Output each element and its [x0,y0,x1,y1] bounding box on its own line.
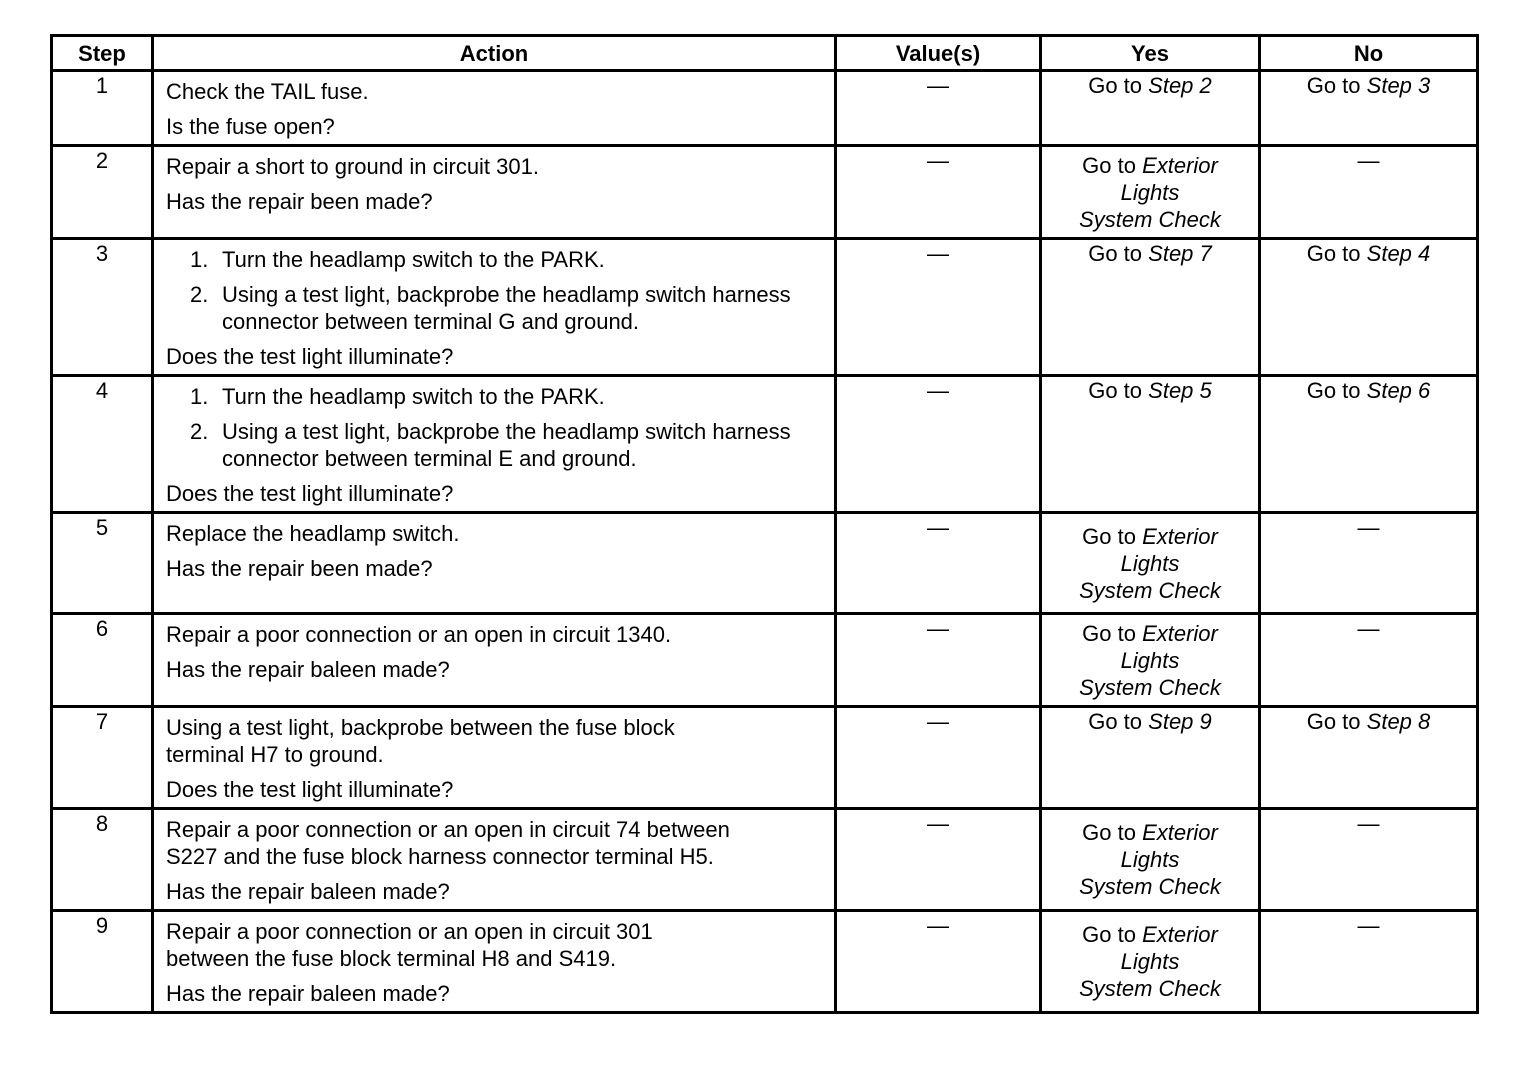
action-text: Replace the headlamp switch. [166,521,460,546]
yes-ref: Exterior [1142,820,1218,845]
step-number: 7 [52,707,153,809]
step-number: 4 [52,376,153,513]
action-question: Has the repair been made? [166,556,433,581]
yes-ref: System Check [1079,577,1221,603]
action-cell [153,146,836,239]
step-number: 3 [52,239,153,376]
value-cell: — [836,146,1041,239]
table-row [52,809,1478,911]
header-step: Step [52,36,153,71]
action-question: Does the test light illuminate? [166,777,454,802]
item-text: Turn the headlamp switch to the PARK. [222,247,605,272]
item-text: Turn the headlamp switch to the PARK. [222,384,605,409]
yes-ref: System Check [1079,674,1221,700]
action-question: Has the repair baleen made? [166,981,450,1006]
value-cell: — [836,71,1041,146]
action-cell [153,614,836,707]
value-cell: — [836,809,1041,911]
yes-cell [1041,71,1260,146]
action-text: Using a test light, backprobe between the fuse block [166,715,675,740]
header-no: No [1260,36,1478,71]
yes-cell [1041,707,1260,809]
table-row [52,71,1478,146]
value-cell: — [836,707,1041,809]
goto-text: Go to [1082,620,1136,646]
diagnostic-table [50,34,1479,1014]
yes-ref: Step 7 [1148,241,1212,266]
item-number: 2. [190,282,209,307]
table-row [52,513,1478,614]
no-ref: Step 4 [1366,241,1431,266]
action-cell [153,239,836,376]
table-row [52,614,1478,707]
goto-text: Go to [1082,922,1136,947]
table-row [52,146,1478,239]
yes-ref: Lights [1120,949,1180,974]
header-values: Value(s) [836,36,1041,71]
no-cell: — [1260,146,1478,239]
goto-text: Go to [1306,709,1361,734]
yes-ref: System Check [1079,976,1221,1001]
yes-ref: Lights [1120,179,1180,205]
goto-text: Go to [1306,241,1361,266]
value-cell: — [836,239,1041,376]
action-question: Is the fuse open? [166,114,335,139]
value-cell: — [836,376,1041,513]
item-number: 1. [190,247,209,272]
header-row [52,36,1478,71]
step-number: 9 [52,911,153,1013]
table-row [52,707,1478,809]
no-ref: Step 6 [1366,378,1431,403]
yes-ref: Step 2 [1148,73,1212,98]
goto-text: Go to [1306,378,1361,403]
no-ref: Step 8 [1366,709,1431,734]
action-question: Has the repair been made? [166,189,433,214]
yes-ref: Exterior [1142,523,1218,549]
list-item [190,418,834,472]
action-cell [153,376,836,513]
action-cell [153,71,836,146]
action-cell [153,707,836,809]
step-number: 2 [52,146,153,239]
list-item [190,281,834,335]
item-text: Using a test light, backprobe the headlamp switch harness connector between terminal G and ground. [222,282,791,334]
value-cell: — [836,614,1041,707]
action-question: Has the repair baleen made? [166,879,450,904]
action-text: S227 and the fuse block harness connector terminal H5. [166,844,714,869]
yes-ref: Step 9 [1148,709,1212,734]
goto-text: Go to [1088,378,1143,403]
action-question: Has the repair baleen made? [166,657,450,682]
yes-ref: Exterior [1142,152,1218,178]
yes-ref: Lights [1120,847,1180,872]
goto-text: Go to [1306,73,1361,98]
no-cell: — [1260,614,1478,707]
action-question: Does the test light illuminate? [166,344,454,369]
yes-ref: Lights [1120,550,1180,576]
action-text: terminal H7 to ground. [166,742,384,767]
yes-cell [1041,146,1260,239]
yes-ref: System Check [1079,874,1221,899]
yes-cell [1041,376,1260,513]
no-cell: — [1260,513,1478,614]
goto-text: Go to [1082,523,1136,549]
goto-text: Go to [1082,152,1136,178]
yes-cell [1041,614,1260,707]
yes-cell [1041,239,1260,376]
step-number: 5 [52,513,153,614]
step-number: 1 [52,71,153,146]
no-cell [1260,376,1478,513]
goto-text: Go to [1082,820,1136,845]
step-number: 8 [52,809,153,911]
action-text: Repair a poor connection or an open in circuit 1340. [166,622,672,647]
no-cell: — [1260,911,1478,1013]
action-cell [153,513,836,614]
no-ref: Step 3 [1366,73,1431,98]
header-action: Action [153,36,836,71]
list-item [190,383,834,410]
table-row [52,911,1478,1013]
action-steps-list [166,383,834,472]
yes-ref: System Check [1079,206,1221,232]
action-text: Repair a poor connection or an open in circuit 301 [166,919,653,944]
item-number: 2. [190,419,209,444]
yes-cell [1041,911,1260,1013]
yes-cell [1041,513,1260,614]
action-cell [153,809,836,911]
no-cell [1260,707,1478,809]
header-yes: Yes [1041,36,1260,71]
action-question: Does the test light illuminate? [166,481,454,506]
value-cell: — [836,911,1041,1013]
goto-text: Go to [1088,73,1143,98]
action-cell [153,911,836,1013]
no-cell [1260,71,1478,146]
action-text: Repair a poor connection or an open in circuit 74 between [166,817,730,842]
item-number: 1. [190,384,209,409]
goto-text: Go to [1088,709,1143,734]
value-cell: — [836,513,1041,614]
action-text: between the fuse block terminal H8 and S419. [166,946,617,971]
step-number: 6 [52,614,153,707]
goto-text: Go to [1088,241,1143,266]
yes-ref: Lights [1120,647,1180,673]
action-text: Repair a short to ground in circuit 301. [166,154,539,179]
item-text: Using a test light, backprobe the headlamp switch harness connector between terminal E and ground. [222,419,791,471]
no-cell: — [1260,809,1478,911]
table-row [52,376,1478,513]
table-row [52,239,1478,376]
yes-cell [1041,809,1260,911]
list-item [190,246,834,273]
action-text: Check the TAIL fuse. [166,79,369,104]
action-steps-list [166,246,834,335]
yes-ref: Exterior [1142,922,1218,947]
yes-ref: Step 5 [1148,378,1212,403]
no-cell [1260,239,1478,376]
yes-ref: Exterior [1142,620,1218,646]
